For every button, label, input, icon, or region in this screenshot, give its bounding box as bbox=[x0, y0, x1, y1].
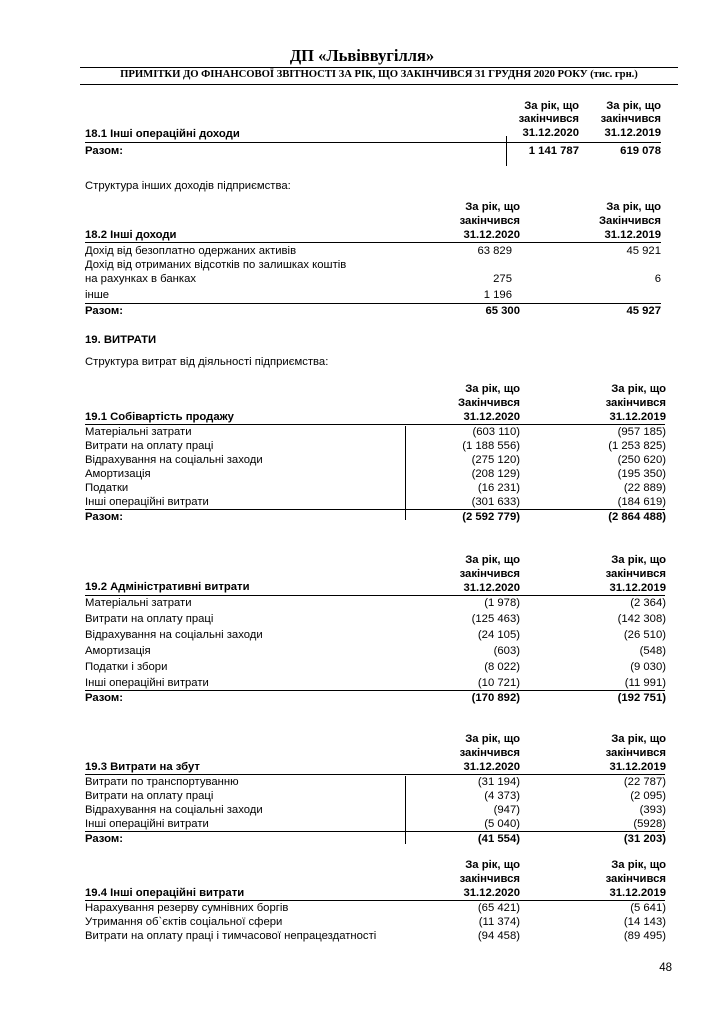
col1-header-line3: 31.12.2020 bbox=[463, 229, 520, 241]
header-rule bbox=[85, 900, 665, 901]
total-label: Разом: bbox=[85, 511, 124, 523]
row-value-2019: (2 095) bbox=[630, 790, 666, 802]
row-value-2019: (9 030) bbox=[630, 661, 666, 673]
row-label-line1: Дохід від отриманих відсотків по залишках коштів bbox=[85, 259, 347, 271]
col2-header-line2: закінчився bbox=[600, 113, 661, 125]
row-value-2019: (195 350) bbox=[617, 468, 666, 480]
row-label: Податки bbox=[85, 482, 129, 494]
col1-header-line2: закінчився bbox=[518, 113, 579, 125]
col1-header-line2: закінчився bbox=[459, 568, 520, 580]
row-value-2020: (31 194) bbox=[477, 776, 520, 788]
column-divider bbox=[405, 426, 406, 520]
row-value-2020: 1 196 bbox=[483, 289, 512, 301]
row-value-2019: (22 889) bbox=[623, 482, 666, 494]
total-value-2020: 1 141 787 bbox=[528, 145, 579, 157]
row-value-2019: (5 641) bbox=[630, 902, 666, 914]
row-label: Податки і збори bbox=[85, 661, 168, 673]
row-label: Амортизація bbox=[85, 468, 151, 480]
row-value-2020: (1 188 556) bbox=[462, 440, 520, 452]
row-label: Витрати на оплату праці bbox=[85, 790, 214, 802]
col2-header-line3: 31.12.2019 bbox=[604, 127, 661, 139]
col1-header-line2: Закінчився bbox=[457, 397, 520, 409]
col2-header-line3: 31.12.2019 bbox=[609, 411, 666, 423]
col2-header-line1: За рік, що bbox=[611, 554, 666, 566]
col1-header-line3: 31.12.2020 bbox=[522, 127, 579, 139]
row-label: Утримання об`єктів соціальної сфери bbox=[85, 916, 283, 928]
col2-header-line3: 31.12.2019 bbox=[609, 887, 666, 899]
row-value-2019: (142 308) bbox=[617, 613, 666, 625]
col2-header-line3: 31.12.2019 bbox=[604, 229, 661, 241]
row-label: Витрати на оплату праці bbox=[85, 440, 214, 452]
col2-header-line1: За рік, що bbox=[611, 733, 666, 745]
row-label: Інші операційні витрати bbox=[85, 818, 209, 830]
row-value-2020: (1 978) bbox=[484, 597, 520, 609]
row-label: інше bbox=[85, 289, 110, 301]
col2-header-line1: За рік, що bbox=[606, 100, 661, 112]
total-value-2019: (31 203) bbox=[623, 833, 666, 845]
total-value-2020: (2 592 779) bbox=[462, 511, 520, 523]
subtitle-rule-bottom bbox=[80, 84, 678, 85]
total-label: Разом: bbox=[85, 145, 124, 157]
col2-header-line3: 31.12.2019 bbox=[609, 582, 666, 594]
row-label: Інші операційні витрати bbox=[85, 496, 209, 508]
col1-header-line1: За рік, що bbox=[465, 201, 520, 213]
total-value-2019: 619 078 bbox=[620, 145, 661, 157]
row-value-2020: (10 721) bbox=[477, 677, 520, 689]
row-label: Відрахування на соціальні заходи bbox=[85, 454, 263, 466]
row-label: Відрахування на соціальні заходи bbox=[85, 629, 263, 641]
col1-header-line3: 31.12.2020 bbox=[463, 887, 520, 899]
column-divider bbox=[506, 136, 507, 166]
row-value-2019: 45 921 bbox=[626, 245, 661, 257]
col2-header-line2: закінчився bbox=[605, 747, 666, 759]
section-title: 19.3 Витрати на збут bbox=[85, 761, 200, 773]
row-value-2020: 63 829 bbox=[477, 245, 512, 257]
total-value-2019: 45 927 bbox=[626, 305, 661, 317]
row-label: Амортизація bbox=[85, 645, 151, 657]
col1-header-line2: закінчився bbox=[459, 873, 520, 885]
total-label: Разом: bbox=[85, 692, 124, 704]
col2-header-line1: За рік, що bbox=[611, 383, 666, 395]
total-value-2020: 65 300 bbox=[485, 305, 520, 317]
row-label: Нарахування резерву сумнівних боргів bbox=[85, 902, 289, 914]
document-title: ДП «Львіввугілля» bbox=[289, 46, 435, 65]
col1-header-line1: За рік, що bbox=[465, 733, 520, 745]
row-value-2020: (94 458) bbox=[477, 930, 520, 942]
col1-header-line1: За рік, що bbox=[465, 554, 520, 566]
total-rule bbox=[85, 831, 665, 832]
col1-header-line3: 31.12.2020 bbox=[463, 411, 520, 423]
row-value-2020: (275 120) bbox=[471, 454, 520, 466]
row-value-2019: (957 185) bbox=[617, 426, 666, 438]
row-value-2020: (5 040) bbox=[484, 818, 520, 830]
row-value-2020: (8 022) bbox=[484, 661, 520, 673]
col1-header-line2: закінчився bbox=[459, 215, 520, 227]
col2-header-line2: закінчився bbox=[605, 873, 666, 885]
row-value-2020: (947) bbox=[493, 804, 520, 816]
row-value-2019: (393) bbox=[639, 804, 666, 816]
row-label: Витрати на оплату праці і тимчасової непрацездатності bbox=[85, 930, 377, 942]
header-rule bbox=[85, 142, 661, 143]
section-title: 18.1 Інші операційні доходи bbox=[85, 128, 240, 140]
row-value-2019: (184 619) bbox=[617, 496, 666, 508]
col2-header-line2: Закінчився bbox=[598, 215, 661, 227]
row-value-2020: (301 633) bbox=[471, 496, 520, 508]
row-value-2019: (26 510) bbox=[623, 629, 666, 641]
total-label: Разом: bbox=[85, 305, 124, 317]
row-label: Матеріальні затрати bbox=[85, 426, 192, 438]
header-rule bbox=[85, 424, 665, 425]
page-number: 48 bbox=[659, 962, 672, 974]
col2-header-line3: 31.12.2019 bbox=[609, 761, 666, 773]
row-value-2020: (65 421) bbox=[477, 902, 520, 914]
col1-header-line2: закінчився bbox=[459, 747, 520, 759]
col2-header-line2: закінчився bbox=[605, 397, 666, 409]
col1-header-line3: 31.12.2020 bbox=[463, 582, 520, 594]
col1-header-line3: 31.12.2020 bbox=[463, 761, 520, 773]
row-value-2020: (125 463) bbox=[471, 613, 520, 625]
col2-header-line2: закінчився bbox=[605, 568, 666, 580]
row-value-2020: (11 374) bbox=[478, 916, 520, 928]
header-rule bbox=[85, 595, 665, 596]
section-title: 19.1 Собівартість продажу bbox=[85, 411, 234, 423]
section-title: 19.2 Адміністративні витрати bbox=[85, 581, 250, 593]
col1-header-line1: За рік, що bbox=[465, 859, 520, 871]
col2-header-line1: За рік, що bbox=[611, 859, 666, 871]
total-rule bbox=[85, 690, 665, 691]
row-value-2019: (250 620) bbox=[617, 454, 666, 466]
row-value-2019: (22 787) bbox=[623, 776, 666, 788]
row-value-2019: 6 bbox=[654, 273, 661, 285]
col1-header-line1: За рік, що bbox=[524, 100, 579, 112]
row-value-2020: (4 373) bbox=[484, 790, 520, 802]
row-value-2019: (1 253 825) bbox=[608, 440, 666, 452]
row-label: Інші операційні витрати bbox=[85, 677, 209, 689]
total-rule bbox=[85, 303, 661, 304]
row-label-line2: на рахунках в банках bbox=[85, 273, 197, 285]
total-value-2020: (41 554) bbox=[477, 833, 520, 845]
section-title: 19.4 Інші операційні витрати bbox=[85, 887, 245, 899]
col1-header-line1: За рік, що bbox=[465, 383, 520, 395]
row-label: Відрахування на соціальні заходи bbox=[85, 804, 263, 816]
row-value-2019: (548) bbox=[639, 645, 666, 657]
row-label: Витрати по транспортуванню bbox=[85, 776, 239, 788]
section-title: 18.2 Інші доходи bbox=[85, 229, 177, 241]
row-value-2020: (24 105) bbox=[477, 629, 520, 641]
row-value-2020: (208 129) bbox=[471, 468, 520, 480]
total-label: Разом: bbox=[85, 833, 124, 845]
row-value-2019: (14 143) bbox=[623, 916, 666, 928]
total-value-2019: (2 864 488) bbox=[608, 511, 666, 523]
row-value-2019: (89 495) bbox=[623, 930, 666, 942]
subtitle-rule-top bbox=[80, 67, 678, 68]
section-19-intro: Структура витрат від діяльності підприємства: bbox=[85, 356, 329, 368]
column-divider bbox=[405, 776, 406, 844]
total-value-2020: (170 892) bbox=[471, 692, 520, 704]
row-value-2020: 275 bbox=[493, 273, 512, 285]
row-value-2020: (16 231) bbox=[477, 482, 520, 494]
row-label: Витрати на оплату праці bbox=[85, 613, 214, 625]
total-value-2019: (192 751) bbox=[617, 692, 666, 704]
row-label: Дохід від безоплатно одержаних активів bbox=[85, 245, 297, 257]
header-rule bbox=[85, 242, 661, 243]
header-rule bbox=[85, 774, 665, 775]
row-value-2020: (603) bbox=[493, 645, 520, 657]
col2-header-line1: За рік, що bbox=[606, 201, 661, 213]
total-rule bbox=[85, 509, 665, 510]
section-19-title: 19. ВИТРАТИ bbox=[85, 334, 157, 346]
document-subtitle: ПРИМІТКИ ДО ФІНАНСОВОЇ ЗВІТНОСТІ ЗА РІК, ЩО ЗАКІНЧИВСЯ 31 ГРУДНЯ 2020 РОКУ (тис. грн.) bbox=[120, 68, 638, 80]
row-label: Матеріальні затрати bbox=[85, 597, 192, 609]
row-value-2020: (603 110) bbox=[472, 426, 520, 438]
row-value-2019: (2 364) bbox=[630, 597, 666, 609]
intro-other-income: Структура інших доходів підприємства: bbox=[85, 180, 291, 192]
row-value-2019: (11 991) bbox=[624, 677, 666, 689]
row-value-2019: (5928) bbox=[633, 818, 666, 830]
